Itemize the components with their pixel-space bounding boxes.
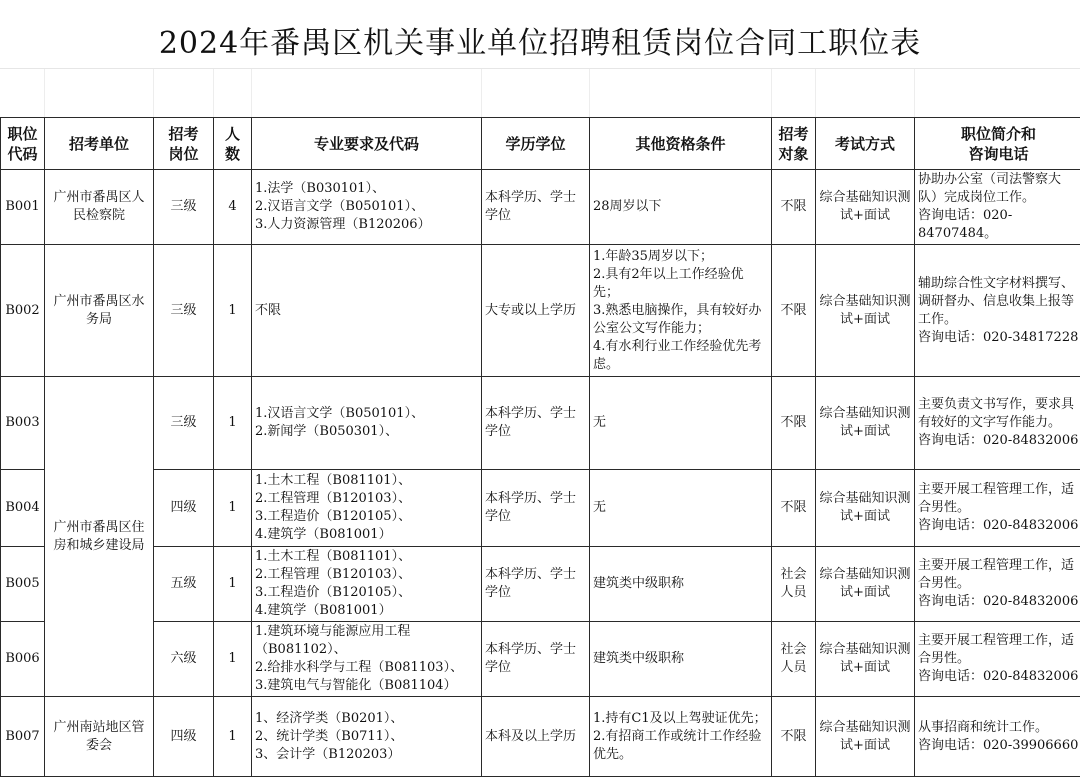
row-desc: 主要开展工程管理工作，适合男性。 咨询电话：020-84832006 [915, 470, 1080, 547]
row-target: 不限 [772, 470, 816, 547]
row-other: 无 [590, 470, 772, 547]
row-other: 建筑类中级职称 [590, 622, 772, 697]
header-edu: 学历学位 [482, 118, 590, 170]
row-major: 不限 [252, 245, 482, 377]
row-major: 1.法学（B030101）、 2.汉语言文学（B050101）、 3.人力资源管理（B120206） [252, 170, 482, 245]
row-target: 社会人员 [772, 547, 816, 622]
table-row [1, 170, 1080, 245]
row-edu: 本科及以上学历 [482, 697, 590, 777]
row-unit: 广州南站地区管委会 [45, 697, 154, 777]
header-major: 专业要求及代码 [252, 118, 482, 170]
table-row [1, 697, 1080, 777]
row-exam: 综合基础知识测试+面试 [816, 377, 915, 470]
row-major: 1.汉语言文学（B050101）、 2.新闻学（B050301）、 [252, 377, 482, 470]
row-exam: 综合基础知识测试+面试 [816, 245, 915, 377]
row-exam: 综合基础知识测试+面试 [816, 697, 915, 777]
row-level: 三级 [154, 245, 214, 377]
row-major: 1、经济学类（B0201）、 2、统计学类（B0711）、 3、会计学（B120203） [252, 697, 482, 777]
row-count: 1 [214, 622, 252, 697]
table-row [1, 377, 1080, 470]
row-exam: 综合基础知识测试+面试 [816, 470, 915, 547]
faint-gridlines [0, 68, 1080, 117]
row-code: B002 [1, 245, 45, 377]
row-level: 四级 [154, 697, 214, 777]
row-other: 1.年龄35周岁以下； 2.具有2年以上工作经验优先； 3.熟悉电脑操作，具有较好办公室公文写作能力； 4.有水利行业工作经验优先考虑。 [590, 245, 772, 377]
header-unit: 招考单位 [45, 118, 154, 170]
row-exam: 综合基础知识测试+面试 [816, 170, 915, 245]
row-unit: 广州市番禺区住房和城乡建设局 [45, 377, 154, 697]
row-target: 社会人员 [772, 622, 816, 697]
row-target: 不限 [772, 245, 816, 377]
row-count: 1 [214, 547, 252, 622]
table-row [1, 470, 1080, 547]
row-code: B007 [1, 697, 45, 777]
job-table [0, 117, 1080, 777]
row-major: 1.土木工程（B081101）、 2.工程管理（B120103）、 3.工程造价（B120105）、 4.建筑学（B081001） [252, 547, 482, 622]
table-row [1, 622, 1080, 697]
row-target: 不限 [772, 697, 816, 777]
row-desc: 协助办公室（司法警察大队）完成岗位工作。 咨询电话：020-84707484。 [915, 170, 1080, 245]
header-code: 职位 代码 [1, 118, 45, 170]
header-level: 招考 岗位 [154, 118, 214, 170]
page-title: 2024年番禺区机关事业单位招聘租赁岗位合同工职位表 [0, 18, 1080, 62]
row-exam: 综合基础知识测试+面试 [816, 547, 915, 622]
row-edu: 本科学历、学士学位 [482, 470, 590, 547]
row-count: 1 [214, 470, 252, 547]
row-code: B004 [1, 470, 45, 547]
row-desc: 主要开展工程管理工作，适合男性。 咨询电话：020-84832006 [915, 622, 1080, 697]
header-other: 其他资格条件 [590, 118, 772, 170]
row-edu: 本科学历、学士学位 [482, 170, 590, 245]
row-desc: 主要负责文书写作，要求具有较好的文字写作能力。 咨询电话：020-84832006 [915, 377, 1080, 470]
row-desc: 主要开展工程管理工作，适合男性。 咨询电话：020-84832006 [915, 547, 1080, 622]
row-count: 1 [214, 245, 252, 377]
row-level: 四级 [154, 470, 214, 547]
row-level: 三级 [154, 377, 214, 470]
row-edu: 本科学历、学士学位 [482, 622, 590, 697]
row-edu: 本科学历、学士学位 [482, 547, 590, 622]
row-count: 1 [214, 377, 252, 470]
row-code: B005 [1, 547, 45, 622]
row-unit: 广州市番禺区人民检察院 [45, 170, 154, 245]
row-count: 4 [214, 170, 252, 245]
row-other: 建筑类中级职称 [590, 547, 772, 622]
row-code: B003 [1, 377, 45, 470]
header-exam: 考试方式 [816, 118, 915, 170]
row-target: 不限 [772, 377, 816, 470]
table-row [1, 245, 1080, 377]
row-exam: 综合基础知识测试+面试 [816, 622, 915, 697]
row-code: B001 [1, 170, 45, 245]
row-unit: 广州市番禺区水务局 [45, 245, 154, 377]
row-other: 无 [590, 377, 772, 470]
row-level: 五级 [154, 547, 214, 622]
header-target: 招考 对象 [772, 118, 816, 170]
table-row [1, 547, 1080, 622]
header-count: 人 数 [214, 118, 252, 170]
row-level: 三级 [154, 170, 214, 245]
row-desc: 从事招商和统计工作。 咨询电话：020-39906660 [915, 697, 1080, 777]
row-edu: 本科学历、学士学位 [482, 377, 590, 470]
row-desc: 辅助综合性文字材料撰写、调研督办、信息收集上报等工作。 咨询电话：020-34817228 [915, 245, 1080, 377]
row-other: 1.持有C1及以上驾驶证优先； 2.有招商工作或统计工作经验优先。 [590, 697, 772, 777]
row-count: 1 [214, 697, 252, 777]
row-target: 不限 [772, 170, 816, 245]
row-major: 1.土木工程（B081101）、 2.工程管理（B120103）、 3.工程造价（B120105）、 4.建筑学（B081001） [252, 470, 482, 547]
header-row [1, 118, 1080, 170]
row-major: 1.建筑环境与能源应用工程（B081102）、 2.给排水科学与工程（B081103）、 3.建筑电气与智能化（B081104） [252, 622, 482, 697]
row-level: 六级 [154, 622, 214, 697]
header-desc: 职位简介和 咨询电话 [915, 118, 1080, 170]
row-other: 28周岁以下 [590, 170, 772, 245]
row-code: B006 [1, 622, 45, 697]
row-edu: 大专或以上学历 [482, 245, 590, 377]
